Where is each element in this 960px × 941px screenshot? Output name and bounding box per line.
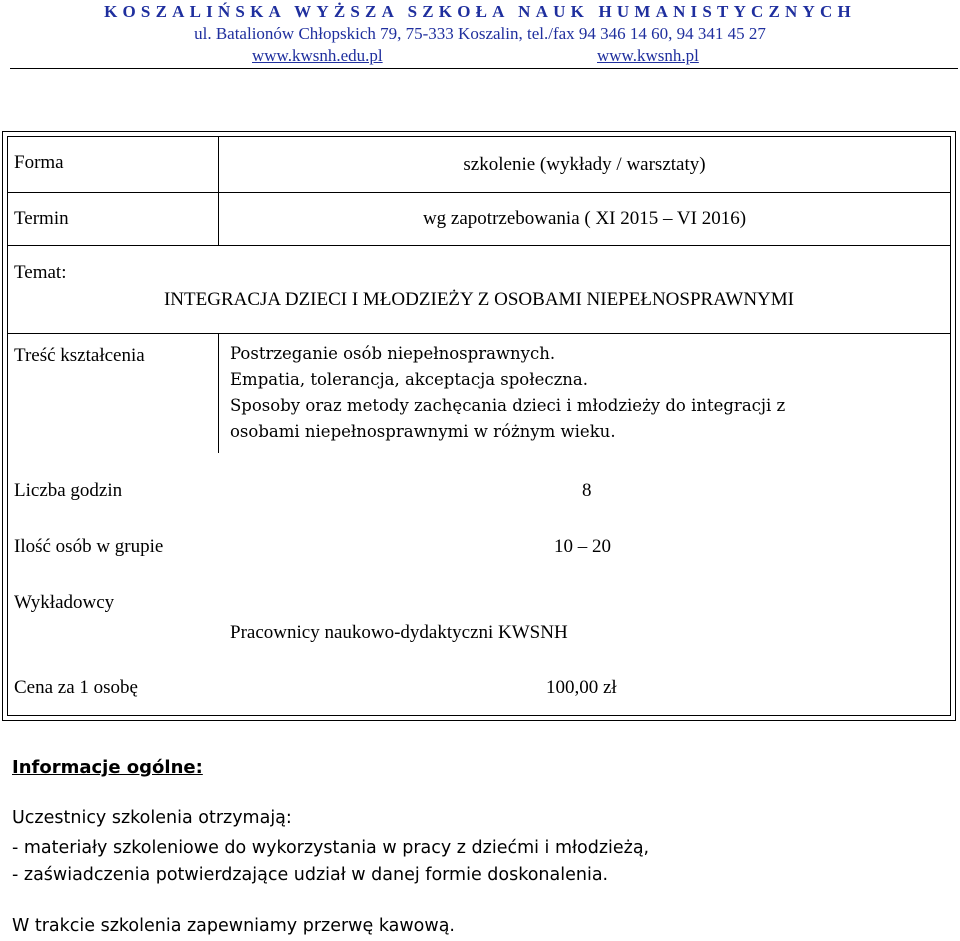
cena-value: 100,00 zł [546, 677, 617, 698]
godzin-value: 8 [582, 480, 592, 501]
cena-label: Cena za 1 osobę [14, 677, 138, 698]
info-item-materials: - materiały szkoleniowe do wykorzystania w pracy z dziećmi i młodzieżą, [12, 838, 650, 858]
temat-value: INTEGRACJA DZIECI I MŁODZIEŻY Z OSOBAMI NIEPEŁNOSPRAWNYMI [163, 289, 794, 310]
website-links [0, 45, 960, 67]
godzin-label: Liczba godzin [14, 480, 123, 501]
wykladowcy-value: Pracownicy naukowo-dydaktyczni KWSNH [230, 622, 568, 643]
link-kwsnh-edu[interactable]: www.kwsnh.edu.pl [252, 46, 383, 65]
termin-label: Termin [14, 208, 69, 229]
course-table-inner [7, 136, 951, 716]
row-divider [8, 333, 950, 334]
link-kwsnh[interactable]: www.kwsnh.pl [597, 46, 699, 65]
tresc-line: osobami niepełnosprawnymi w różnym wieku. [230, 422, 616, 441]
tresc-line: Empatia, tolerancja, akceptacja społeczna. [230, 370, 588, 389]
info-heading: Informacje ogólne: [12, 757, 203, 778]
temat-label: Temat: [14, 262, 67, 283]
tresc-line: Postrzeganie osób niepełnosprawnych. [230, 344, 556, 363]
osob-value: 10 – 20 [554, 536, 611, 557]
termin-value: wg zapotrzebowania ( XI 2015 – VI 2016) [422, 208, 747, 229]
column-divider [218, 333, 219, 453]
tresc-line: Sposoby oraz metody zachęcania dzieci i młodzieży do integracji z [230, 396, 786, 415]
forma-label: Forma [14, 152, 64, 173]
info-item-certificates: - zaświadczenia potwierdzające udział w danej formie doskonalenia. [12, 865, 609, 885]
forma-value: szkolenie (wykłady / warsztaty) [463, 154, 706, 175]
info-intro: Uczestnicy szkolenia otrzymają: [12, 808, 292, 828]
header-divider [10, 68, 958, 69]
row-divider [8, 245, 950, 246]
course-table [2, 131, 956, 721]
wykladowcy-label: Wykładowcy [14, 592, 115, 613]
school-address: ul. Batalionów Chłopskich 79, 75-333 Koszalin, tel./fax 94 346 14 60, 94 341 45 27 [194, 24, 766, 43]
tresc-label: Treść kształcenia [14, 345, 145, 366]
osob-label: Ilość osób w grupie [14, 536, 164, 557]
letterhead [0, 0, 960, 67]
row-divider [8, 192, 950, 193]
school-name: KOSZALIŃSKA WYŻSZA SZKOŁA NAUK HUMANISTYCZNYCH [104, 2, 856, 21]
info-coffee-break: W trakcie szkolenia zapewniamy przerwę kawową. [12, 916, 455, 936]
